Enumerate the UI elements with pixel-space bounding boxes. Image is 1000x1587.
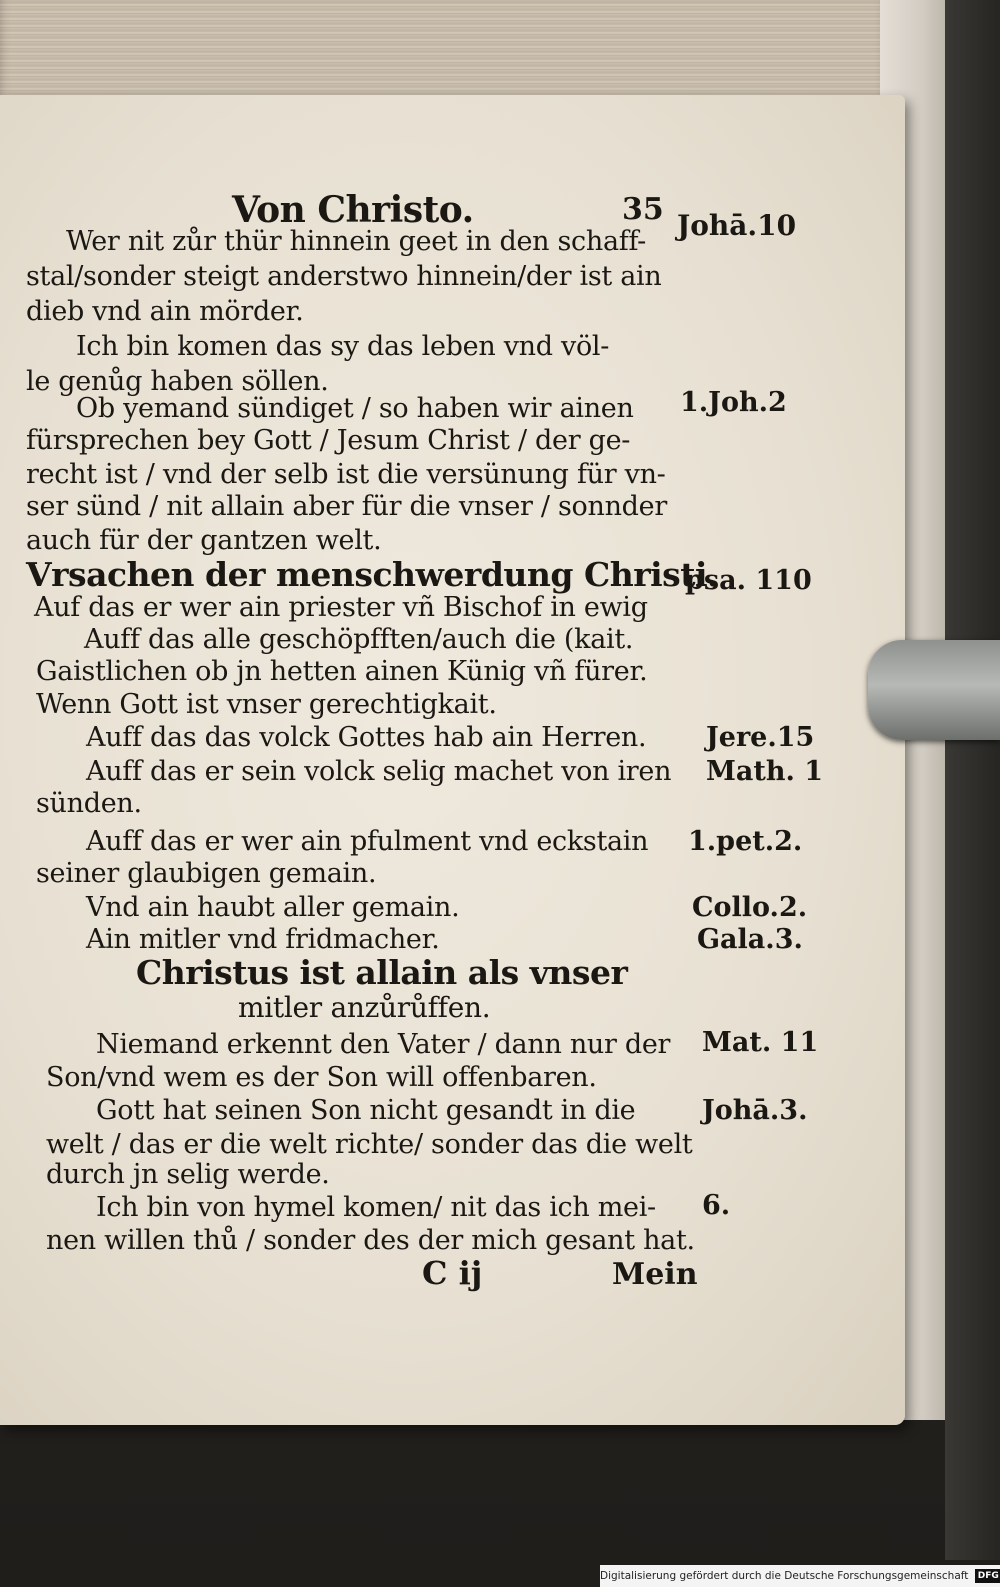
credit-text: Digitalisierung gefördert durch die Deutsche Forschungsgemeinschaft [600,1570,969,1582]
text-line: Niemand erkennt den Vater / dann nur der [96,1029,671,1060]
text-line: Ich bin von hymel komen/ nit das ich mei- [96,1192,656,1223]
margin-ref-johan-6: 6. [702,1190,731,1221]
section-subheading: mitler anzůrůffen. [238,991,491,1024]
text-line: auch für der gantzen welt. [26,525,382,556]
margin-ref-gala-3: Gala.3. [697,924,803,955]
margin-ref-johan-10: Johā.10 [677,209,797,242]
text-line: Wer nit zůr thür hinnein geet in den schaff- [66,226,647,257]
text-line: stal/sonder steigt anderstwo hinnein/der ist ain [26,261,662,292]
book-page [0,95,905,1425]
margin-ref-math-1: Math. 1 [706,756,824,787]
text-line: Son/vnd wem es der Son will offenbaren. [46,1062,597,1093]
text-line: Auff das alle geschöpfften/auch die (kait. [84,624,634,655]
dfg-logo: DFG [975,1569,1000,1583]
text-line: ser sünd / nit allain aber für die vnser / sonnder [26,491,667,522]
digitization-credit [600,1565,1000,1587]
text-line: welt / das er die welt richte/ sonder das die welt [46,1129,693,1160]
text-line: Gaistlichen ob jn hetten ainen Künig vñ fürer. [36,656,648,687]
section-heading: Christus ist allain als vnser [136,953,628,992]
book-spine [945,0,1000,1560]
text-line: fürsprechen bey Gott / Jesum Christ / der ge- [26,425,631,456]
text-line: Ich bin komen das sy das leben vnd völ- [76,331,610,362]
text-line: Vnd ain haubt aller gemain. [86,892,460,923]
catchword: Mein [612,1257,698,1292]
margin-ref-jere-15: Jere.15 [706,722,815,753]
text-line: Ob yemand sündiget / so haben wir ainen [76,393,634,424]
margin-ref-johan-3: Johā.3. [702,1095,808,1126]
text-line: seiner glaubigen gemain. [36,858,377,889]
margin-ref-mat-11: Mat. 11 [702,1027,819,1058]
text-line: recht ist / vnd der selb ist die versünung für vn- [26,459,666,490]
text-line: sünden. [36,788,142,819]
text-line: durch jn selig werde. [46,1159,330,1190]
section-heading: Vrsachen der menschwerdung Christi. [26,555,718,594]
margin-ref-collo-2: Collo.2. [692,892,808,923]
margin-ref-1-pet-2: 1.pet.2. [688,826,803,857]
margin-ref-1-joh-2: 1.Joh.2 [680,387,787,418]
margin-ref-psalm-110: psa. 110 [685,565,812,596]
text-line: Auff das er sein volck selig machet von iren [86,756,672,787]
text-line: Auff das er wer ain pfulment vnd eckstain [86,826,649,857]
page-edges [0,0,885,110]
text-line: Auf das er wer ain priester vñ Bischof in ewig [34,592,648,623]
signature-mark: C ij [422,1254,483,1292]
running-head: Von Christo. [232,189,474,231]
text-line: Auff das das volck Gottes hab ain Herren. [86,722,647,753]
page-text [0,95,905,1425]
text-line: Gott hat seinen Son nicht gesandt in die [96,1095,636,1126]
text-line: Wenn Gott ist vnser gerechtigkait. [36,689,497,720]
page-number: 35 [622,192,664,227]
text-line: nen willen thů / sonder des der mich gesant hat. [46,1225,695,1256]
text-line: Ain mitler vnd fridmacher. [86,924,440,955]
text-line: dieb vnd ain mörder. [26,296,304,327]
text-line: le genůg haben söllen. [26,366,329,397]
metal-clasp [868,640,1000,740]
